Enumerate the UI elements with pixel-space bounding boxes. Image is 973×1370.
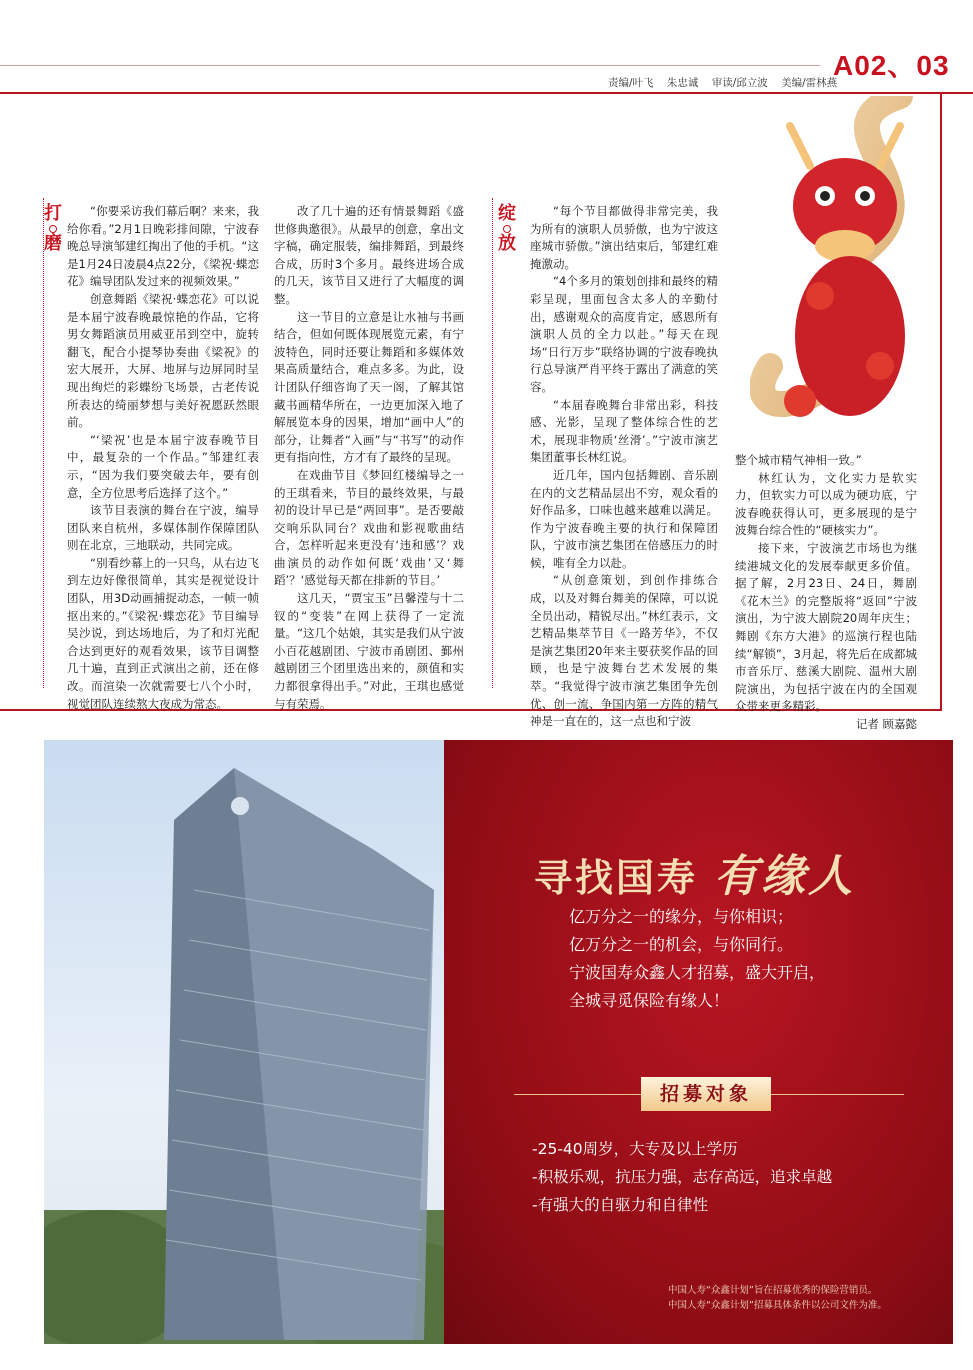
left-dotted-rule [43, 198, 44, 688]
side-head-char-2: 放 [498, 233, 516, 254]
page-number: A02、03 [833, 50, 950, 81]
insurance-advertisement[interactable] [44, 740, 953, 1344]
frame-right-border [940, 93, 942, 710]
credit-editor: 责编/叶飞 [608, 77, 654, 89]
credit-proofreader: 审读/邱立波 [711, 77, 768, 89]
credit-editor-2: 朱忠诚 [666, 77, 699, 89]
slogan-line: 亿万分之一的机会，与你同行。 [569, 935, 794, 954]
ad-footnotes [668, 1283, 887, 1313]
paragraph: “从创意策划，到创作排练合成，以及对舞台舞美的保障，可以说全员出动，精锐尽出。”林红表示，文艺精品集萃节目《一路芳华》，不仅是演艺集团20年来主要获奖作品的回顾，也是宁波舞台艺术发展的集萃。“我觉得宁波市演艺集团争先创优、创一流、争国内第一方阵的精气神是一直在的，这一点也和宁波 [530, 573, 718, 729]
header-rule [0, 92, 973, 94]
paragraph: “4个多月的策划创排和最终的精彩呈现，里面包含太多人的辛勤付出，感谢观众的高度肯定，感恩所有演职人员的全力以赴。”每天在现场“日行万步”联络协调的宁波春晚执行总导演严肖平终于露出了满意的笑容。 [530, 274, 718, 394]
paragraph: “‘梁祝’也是本届宁波春晚节目中，最复杂的一个作品。”邹建红表示，“因为我们要突破去年，要有创意，全方位思考后选择了这个。” [67, 432, 259, 500]
red-panel [444, 740, 953, 1344]
paragraph: 接下来，宁波演艺市场也为继续港城文化的发展奉献更多价值。据了解，2月23日、24日，舞剧《花木兰》的完整版将“返回”宁波演出，为宁波大剧院20周年庆生；舞剧《东方大港》的巡演行程也陆续“解锁”，3月起，将先后在成都城市音乐厅、慈溪大剧院、温州大剧院演出，为包括宁波在内的全国观众带来更多精彩。 [735, 540, 917, 714]
side-head-bloom [496, 203, 518, 255]
paragraph: “本届春晚舞台非常出彩，科技感、光影，呈现了整体综合性的艺术，展现非物质‘丝滑’。”宁波市演艺集团董事长林红说。 [530, 397, 718, 465]
side-head-char-2: 磨 [44, 233, 62, 254]
paragraph: 近几年，国内包括舞剧、音乐剧在内的文艺精品层出不穷，观众看的好作品多，口味也越来越难以满足。作为宁波春晚主要的执行和保障团队，宁波市演艺集团在倍感压力的时候，唯有全力以赴。 [530, 467, 718, 570]
ad-title-main: 寻找国寿 [534, 855, 699, 900]
paragraph: 整个城市精气神相一致。” [735, 453, 862, 467]
slogan-line: 亿万分之一的缘分，与你相识； [569, 907, 794, 926]
slogan-line: 全城寻觅保险有缘人！ [569, 991, 730, 1010]
ad-headline [534, 840, 855, 904]
byline: 记者 顾嘉懿 [855, 716, 917, 731]
paragraph: 改了几十遍的还有情景舞蹈《盛世修典邀很》。从最早的创意，拿出文字稿，确定服装，编排舞蹈，到最终合成，历时3个多月。最终进场合成的几天，该节目又进行了大幅度的调整。 [274, 204, 464, 306]
article-column-1 [67, 203, 259, 713]
dragon-illustration [750, 96, 940, 456]
paragraph: 创意舞蹈《梁祝·蝶恋花》可以说是本届宁波春晚最惊艳的作品，它将男女舞蹈演员用威亚吊到空中，旋转翻飞，配合小提琴协奏曲《梁祝》的宏大展开，大屏、地屏与边屏同时呈现出绚烂的彩蝶纷飞场景，古老传说所表达的绮丽梦想与美好祝愿跃然眼前。 [67, 291, 259, 430]
ad-title-calligraphy: 有缘人 [714, 851, 856, 902]
side-head-char-1: 打 [44, 203, 62, 224]
side-head-dot [49, 225, 57, 233]
lantern-3 [806, 282, 834, 310]
paragraph: “你要采访我们幕后啊？来来，我给你看。”2月1日晚彩排间隙，宁波春晚总导演邹建红掏出了他的手机。“这是1月24日凌晨4点22分，《梁祝·蝶恋花》编导团队发过来的视频效果。” [67, 204, 259, 289]
paragraph: 该节目表演的舞台在宁波，编导团队来自杭州，多媒体制作保障团队则在北京，三地联动，共同完成。 [67, 503, 259, 553]
lantern-2 [866, 352, 894, 380]
article-column-2 [274, 203, 464, 713]
paragraph: “每个节目都做得非常完美，我为所有的演职人员骄傲，也为宁波这座城市骄傲。”演出结束后，邹建红难掩激动。 [530, 204, 718, 271]
header-thin-rule [0, 65, 820, 66]
paragraph: 这几天，“贾宝玉”吕馨滢与十二钗的“变装”在网上获得了一定流量。“这几个姑娘，其实是我们从宁波小百花越剧团、宁波市甬剧团、鄞州越剧团三个团里选出来的，颜值和实力都很拿得出手。”对此，王琪也感觉与有荣焉。 [274, 591, 464, 711]
requirement-item: -有强大的自驱力和自律性 [532, 1196, 709, 1214]
paragraph: “别看纱幕上的一只鸟，从右边飞到左边好像很简单，其实是视觉设计团队，用3D动画捕捉动态，一帧一帧抠出来的。”《梁祝·蝶恋花》节目编导吴沙说，到达场地后，为了和灯光配合达到更好的观看效果，该节目调整几十遍，直到正式演出之前，还在修改。而渲染一次就需要七八个小时，视觉团队连续熬大夜成为常态。 [67, 555, 259, 711]
paragraph: 在戏曲节目《梦回红楼编导之一的王琪看来，节目的最终效果，与最初的设计早已是“两回事”。是否要敲交响乐队同台？戏曲和影视歌曲结合，怎样听起来更没有‘违和感’？戏曲演员的动作如何既‘戏曲’又‘舞蹈’？‘感觉每天都在排新的节目。’ [274, 467, 464, 588]
dragon-pupil [860, 191, 870, 201]
ad-slogan [569, 903, 825, 1015]
credit-designer: 美编/雷林燕 [781, 77, 838, 89]
slogan-line: 宁波国寿众鑫人才招募，盛大开启， [569, 963, 826, 982]
side-head-polish [42, 203, 64, 255]
article-column-4 [735, 452, 917, 734]
building-logo [231, 797, 249, 815]
paragraph: 这一节目的立意是让水袖与书画结合，但如何既体现展览元素，有宁波特色，同时还要让舞蹈和多媒体效果高质量结合，难点多多。为此，设计团队仔细咨询了天一阁，了解其馆藏书画精华所在，一边更加深入地了解展览本身的因果，增加“画中人”的部分，让舞者“入画”与“书写”的动作更有指向性，方才有了最终的呈现。 [274, 309, 464, 465]
footnote: 中国人寿“众鑫计划”旨在招募优秀的保险营销员。 [668, 1285, 878, 1296]
requirement-item: -25-40周岁，大专及以上学历 [532, 1140, 738, 1158]
dragon-pupil [820, 191, 830, 201]
recruit-target-badge: 招募对象 [641, 1077, 771, 1111]
mid-dotted-rule [492, 198, 493, 688]
requirement-item: -积极乐观，抗压力强，志存高远，追求卓越 [532, 1168, 833, 1186]
editor-credits [608, 75, 847, 90]
footnote: 中国人寿“众鑫计划”招募具体条件以公司文件为准。 [668, 1300, 887, 1311]
lantern-1 [784, 385, 816, 417]
side-head-dot [503, 225, 511, 233]
paragraph: 林红认为，文化实力是软实力，但软实力可以成为硬功底，宁波春晚获得认可，更多展现的是宁波舞台综合性的“硬核实力”。 [735, 470, 917, 538]
article-column-3 [530, 203, 718, 731]
requirements-list [532, 1135, 832, 1219]
side-head-char-1: 绽 [498, 203, 516, 224]
